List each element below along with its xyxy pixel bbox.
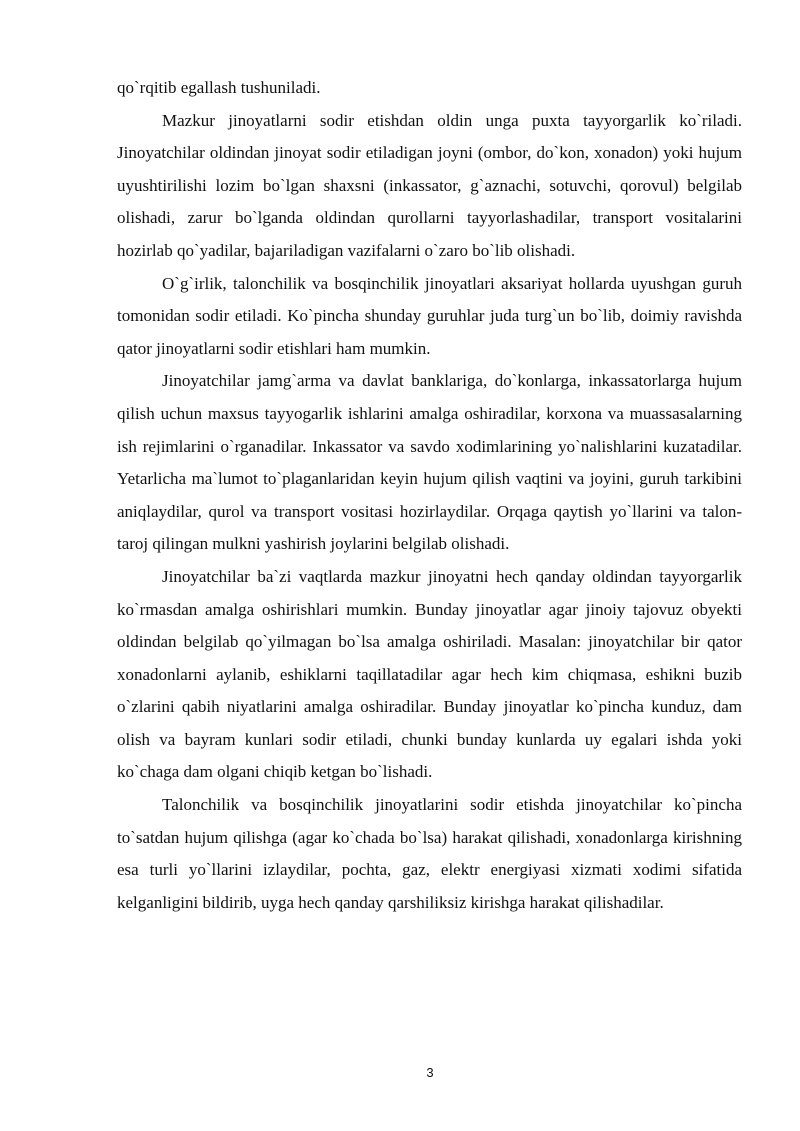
paragraph-5: Jinoyatchilar ba`zi vaqtlarda mazkur jinoyatni hech qanday oldindan tayyorgarlik ko`rmasdan amalga oshirishlari mumkin. Bunday jinoyatlar agar jinoiy tajovuz obyekti oldindan belgilab qo`yilmagan bo`lsa amalga oshiriladi. Masalan: jinoyatchilar bir qator xonadonlarni aylanib, eshiklarni taqillatadilar agar hech kim chiqmasa, eshikni buzib o`zlarini qabih niyatlarini amalga oshiradilar. Bunday jinoyatlar ko`pincha kunduz, dam olish va bayram kunlari sodir etiladi, chunki bunday kunlarda uy egalari ishda yoki ko`chaga dam olgani chiqib ketgan bo`lishadi. bbox=[117, 566, 742, 782]
document-body bbox=[117, 72, 742, 919]
paragraph-4: Jinoyatchilar jamg`arma va davlat banklariga, do`konlarga, inkassatorlarga hujum qilish uchun maxsus tayyogarlik ishlarini amalga oshiradilar, korxona va muassasalarning ish rejimlarini o`rganadilar. Inkassator va savdo xodimlarining yo`nalishlarini kuzatadilar. Yetarlicha ma`lumot to`plaganlaridan keyin hujum qilish vaqtini va joyini, guruh tarkibini aniqlaydilar, qurol va transport vositasi hozirlaydilar. Orqaga qaytish yo`llarini va talon-taroj qilingan mulkni yashirish joylarini belgilab olishadi. bbox=[117, 371, 742, 554]
paragraph-6: Talonchilik va bosqinchilik jinoyatlarini sodir etishda jinoyatchilar ko`pincha to`satdan hujum qilishga (agar ko`chada bo`lsa) harakat qilishadi, xonadonlarga kirishning esa turli yo`llarini izlaydilar, pochta, gaz, elektr energiyasi xizmati xodimi sifatida kelganligini bildirib, uyga hech qanday qarshiliksiz kirishga harakat qilishadilar. bbox=[117, 795, 742, 912]
page-number: 3 bbox=[426, 1065, 434, 1080]
paragraph-3: O`g`irlik, talonchilik va bosqinchilik jinoyatlari aksariyat hollarda uyushgan guruh tomonidan sodir etiladi. Ko`pincha shunday guruhlar juda turg`un bo`lib, doimiy ravishda qator jinoyatlarni sodir etishlari ham mumkin. bbox=[117, 273, 742, 358]
paragraph-2: Mazkur jinoyatlarni sodir etishdan oldin unga puxta tayyorgarlik ko`riladi. Jinoyatchilar oldindan jinoyat sodir etiladigan joyni (ombor, do`kon, xonadon) yoki hujum uyushtirilishi lozim bo`lgan shaxsni (inkassator, g`aznachi, sotuvchi, qorovul) belgilab olishadi, zarur bo`lganda oldindan qurollarni tayyorlashadilar, transport vositalarini hozirlab qo`yadilar, bajariladigan vazifalarni o`zaro bo`lib olishadi. bbox=[117, 110, 742, 260]
paragraph-1: qo`rqitib egallash tushuniladi. bbox=[117, 78, 321, 97]
